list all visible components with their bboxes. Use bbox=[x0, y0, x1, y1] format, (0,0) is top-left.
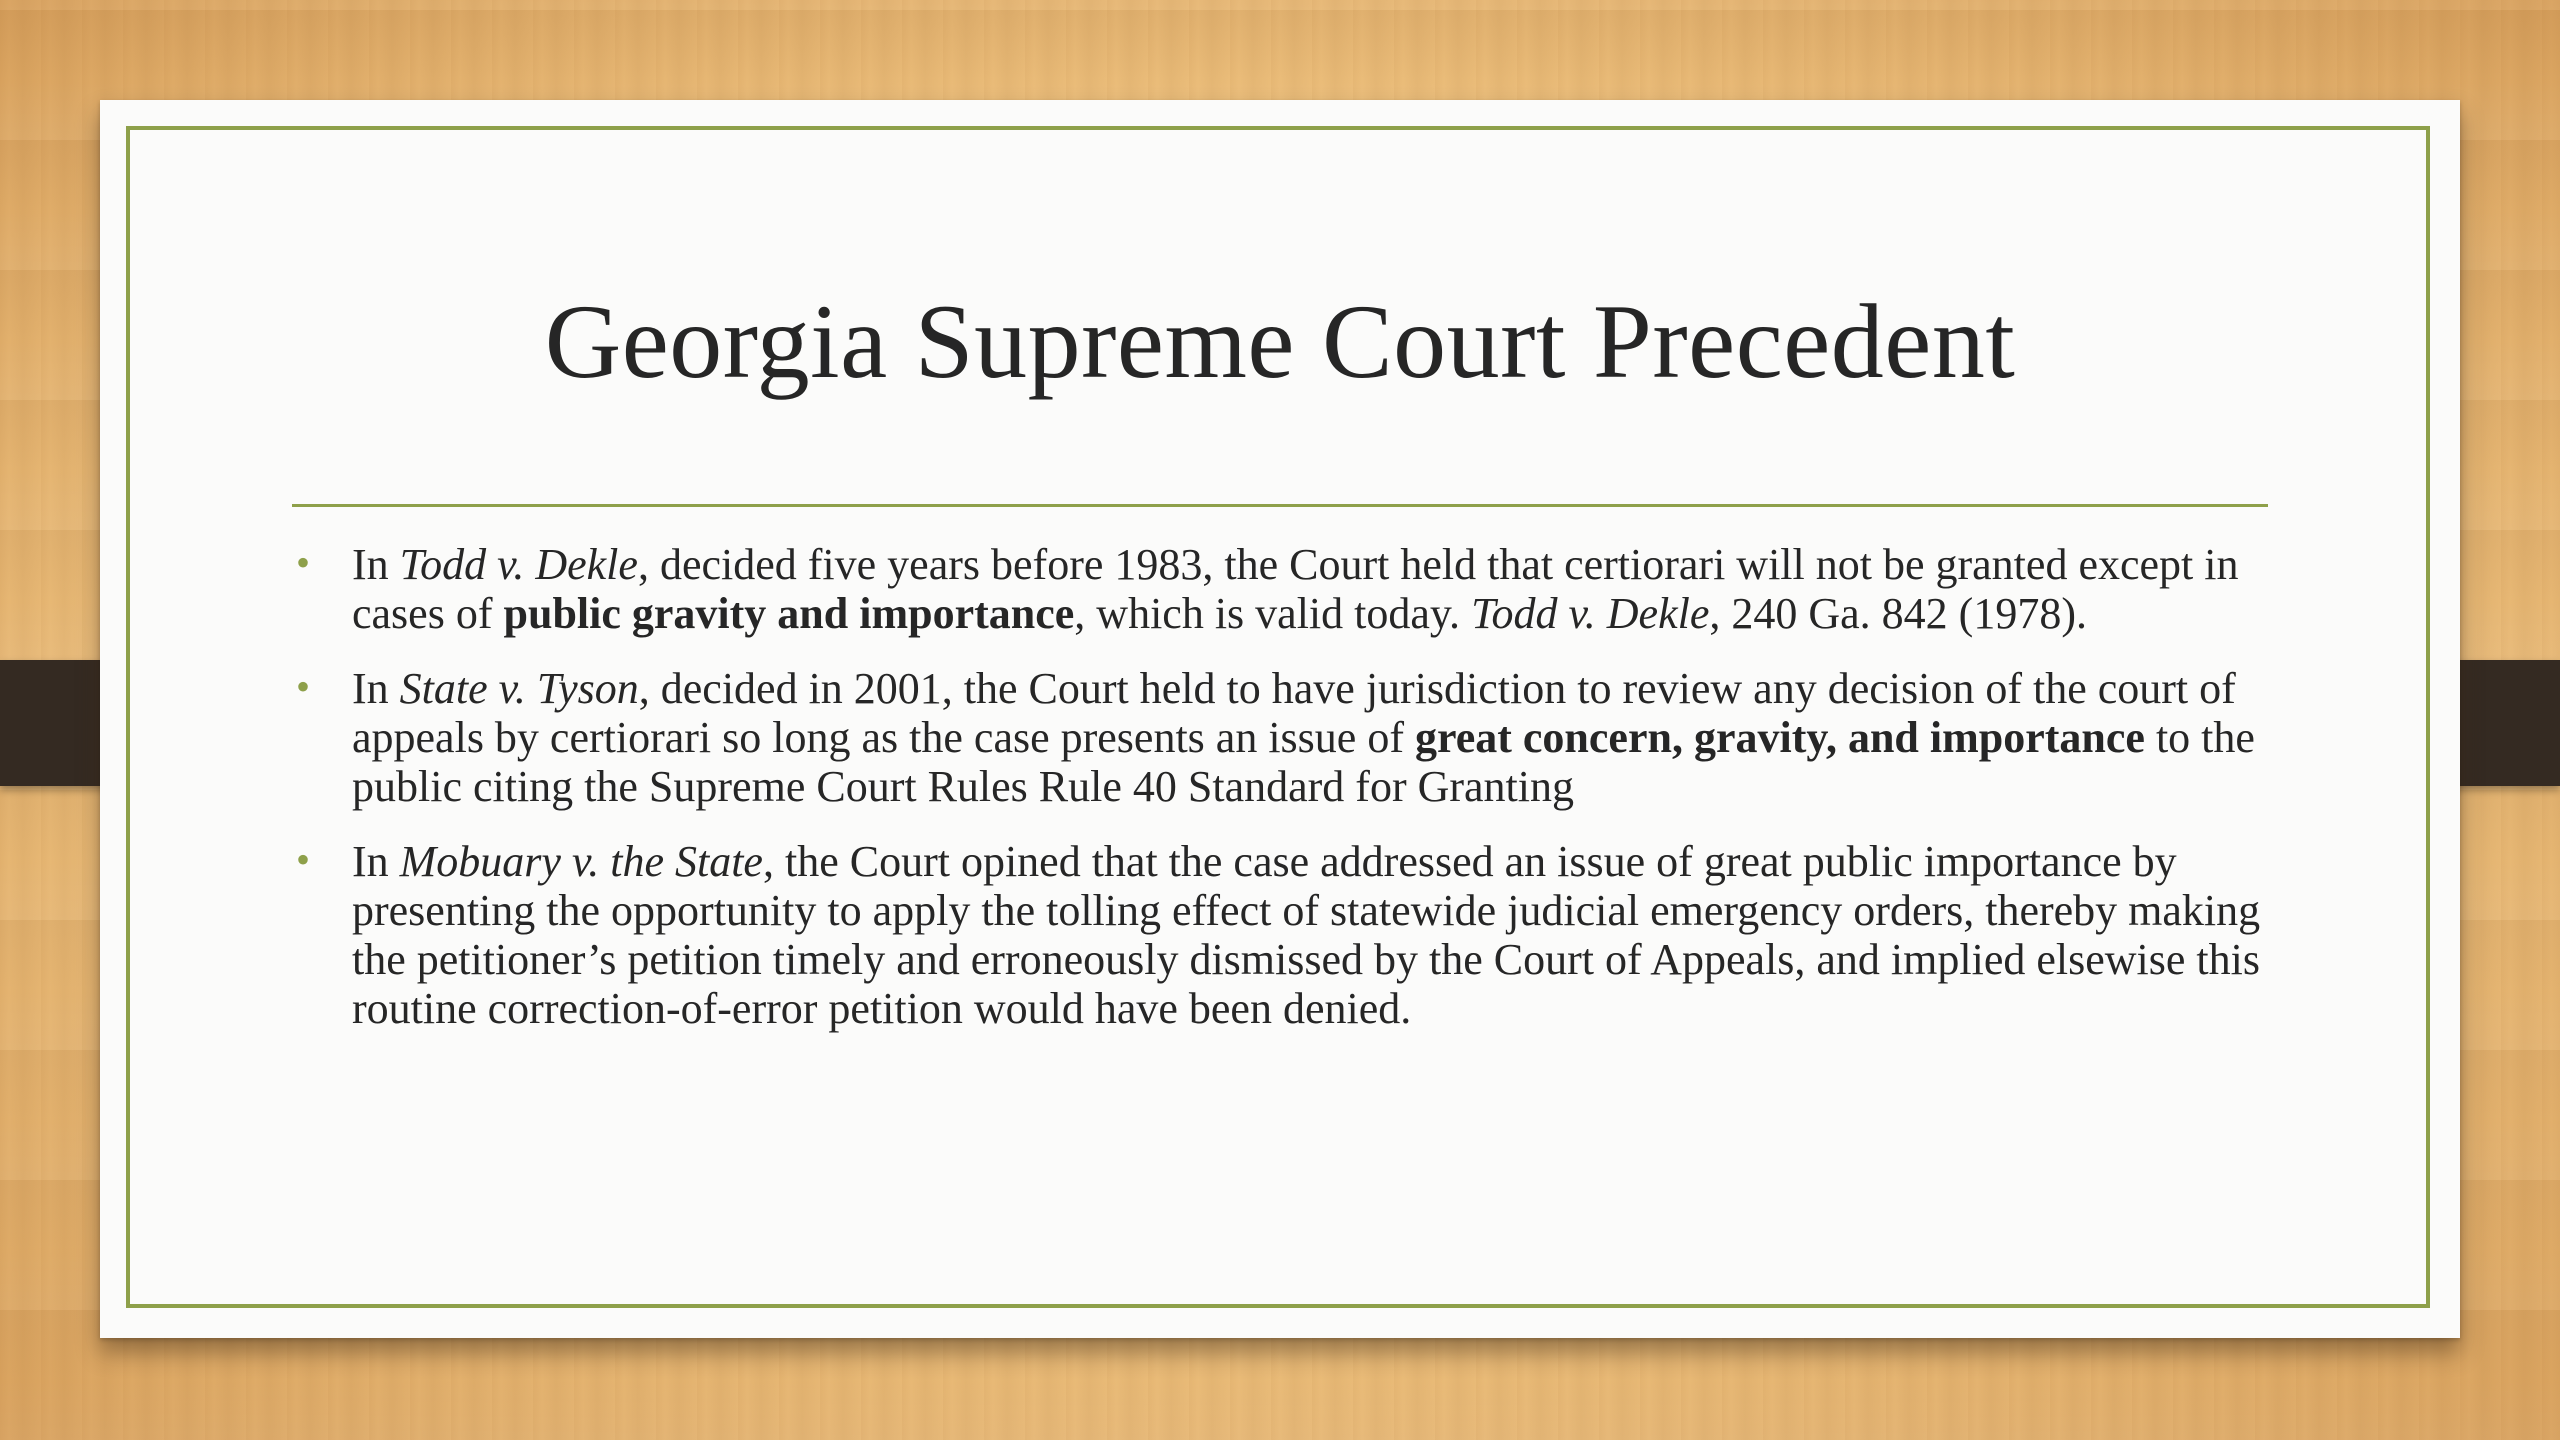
bullet-item-mobuary-v-state bbox=[292, 837, 2292, 1033]
slide-title: Georgia Supreme Court Precedent bbox=[544, 283, 2016, 400]
bullet-text: In State v. Tyson, decided in 2001, the Court held to have jurisdiction to review any decision of the court of appeals by certiorari so long as the case presents an issue of great concern, gravity, and importance to the public citing the Supreme Court Rules Rule 40 Standard for Granting bbox=[352, 664, 2255, 811]
bullet-item-state-v-tyson bbox=[292, 664, 2292, 811]
bullet-item-todd-v-dekle bbox=[292, 540, 2292, 638]
slide bbox=[100, 100, 2460, 1338]
bullet-text: In Mobuary v. the State, the Court opined that the case addressed an issue of great public importance by presenting the opportunity to apply the tolling effect of statewide judicial emergency orders, thereby making the petitioner’s petition timely and erroneously dismissed by the Court of Appeals, and implied elsewise this routine correction-of-error petition would have been denied. bbox=[352, 837, 2261, 1033]
title-divider bbox=[292, 504, 2268, 507]
bullet-text: In Todd v. Dekle, decided five years before 1983, the Court held that certiorari will not be granted except in cases of public gravity and importance, which is valid today. Todd v. Dekle, 240 Ga. 842 (1978). bbox=[352, 540, 2239, 638]
bullet-icon: • bbox=[296, 664, 311, 709]
bullet-icon: • bbox=[296, 837, 311, 882]
bullet-icon: • bbox=[296, 540, 311, 585]
bullet-list bbox=[292, 540, 2292, 1059]
